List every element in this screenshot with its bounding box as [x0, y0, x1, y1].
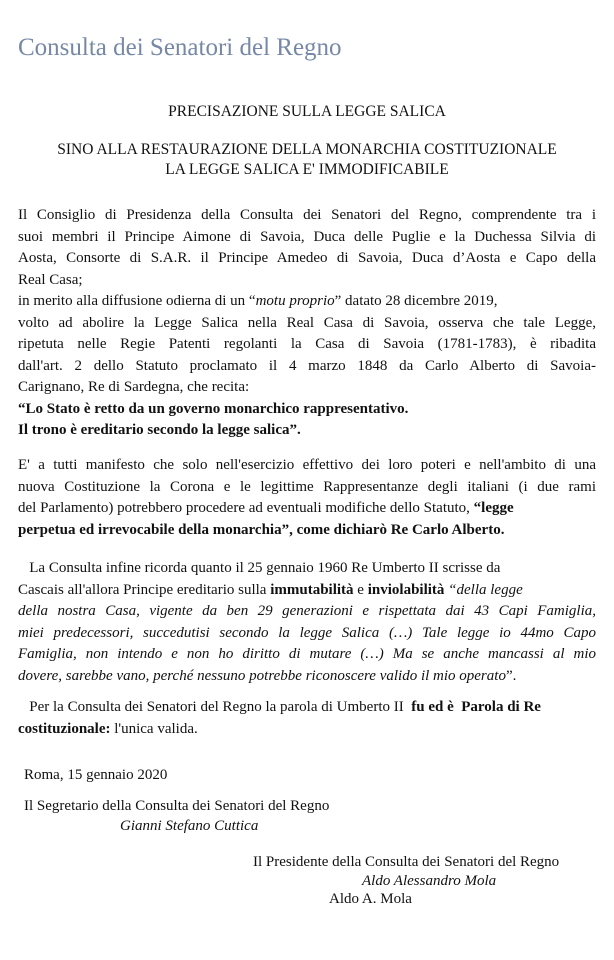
text-line: perpetua ed irrevocabile della monarchia”, come dichiarò Re Carlo Alberto.: [18, 521, 505, 538]
italic-text: “della legge: [444, 581, 523, 598]
text-line: nuova Costituzione la Corona e le legittime Rappresentanze degli italiani (i due rami: [18, 478, 596, 495]
statute-quote-line2: Il trono è ereditario secondo la legge salica”.: [18, 422, 301, 438]
text-line: La Consulta infine ricorda quanto il 25 gennaio 1960 Re Umberto II scrisse da: [18, 560, 501, 576]
text-line: suoi membri il Principe Aimone di Savoia, Duca delle Puglie e la Duchessa Silvia di: [18, 228, 596, 245]
text-line: [18, 580, 596, 602]
motu-proprio-text: motu proprio: [255, 293, 335, 309]
president-signature: Aldo A. Mola: [329, 891, 412, 907]
bold-text: inviolabilità: [367, 581, 445, 598]
document-subheading-line2: LA LEGGE SALICA E' IMMODIFICABILE: [165, 161, 449, 178]
bold-text: fu ed è Parola di Re: [411, 699, 541, 715]
text-line: [18, 666, 596, 688]
paragraph-3: [18, 558, 596, 687]
text-line: E' a tutti manifesto che solo nell'esercizio effettivo dei loro poteri e nell'ambito di una: [18, 457, 596, 473]
text-line: dall'art. 2 dello Statuto proclamato il 4 marzo 1848 da Carlo Alberto di Savoia-: [18, 357, 596, 374]
paragraph-2: [18, 455, 596, 541]
bold-text: “legge: [473, 500, 514, 516]
document-heading: PRECISAZIONE SULLA LEGGE SALICA: [168, 103, 446, 120]
document-subheading-line1: SINO ALLA RESTAURAZIONE DELLA MONARCHIA COSTITUZIONALE: [57, 141, 557, 158]
document-date: Roma, 15 gennaio 2020: [24, 767, 168, 783]
text-line: Carignano, Re di Sardegna, che recita:: [18, 379, 250, 395]
text-line: [18, 291, 596, 313]
text-span: ”.: [505, 667, 517, 684]
text-span: e: [353, 581, 368, 598]
bold-text: immutabilità: [270, 581, 354, 598]
text-span: in merito alla diffusione odierna di un “: [18, 293, 256, 309]
text-line: volto ad abolire la Legge Salica nella Real Casa di Savoia, osserva che tale Legge,: [18, 314, 596, 331]
text-span: ” datato 28 dicembre 2019,: [334, 293, 498, 309]
text-line: miei predecessori, succedutisi secondo la legge Salica (…) Tale legge io 44mo Capo: [18, 624, 596, 641]
secretary-role: Il Segretario della Consulta dei Senatori del Regno: [24, 798, 330, 814]
president-name: Aldo Alessandro Mola: [362, 873, 497, 889]
statute-quote-line1: “Lo Stato è retto da un governo monarchico rappresentativo.: [18, 400, 409, 417]
text-line: Famiglia, non intendo e non ho diritto di mutare (…) Ma se anche mancassi al mio: [18, 646, 596, 662]
text-line: ripetuta nelle Regie Patenti regolanti la Casa di Savoia (1781-1783), è ribadita: [18, 336, 596, 352]
bold-text: costituzionale:: [18, 720, 111, 737]
text-line: Real Casa;: [18, 271, 83, 288]
text-span: Cascais all'allora Principe ereditario sulla: [18, 581, 271, 598]
document-header-title: Consulta dei Senatori del Regno: [18, 34, 342, 61]
paragraph-1: [18, 205, 596, 442]
text-line: [18, 498, 596, 520]
text-line: [18, 719, 596, 741]
secretary-name: Gianni Stefano Cuttica: [120, 818, 259, 834]
paragraph-4: [18, 697, 596, 740]
text-line: della nostra Casa, vigente da ben 29 generazioni e rispettata dai 43 Capi Famiglia,: [18, 603, 596, 619]
text-line: Aosta, Consorte di S.A.R. il Principe Amedeo di Savoia, Duca d’Aosta e Capo della: [18, 250, 596, 266]
text-span: del Parlamento) potrebbero procedere ad eventuali modifiche dello Statuto,: [18, 500, 474, 516]
italic-text: dovere, sarebbe vano, perché nessuno potrebbe riconoscere valido il mio operato: [18, 667, 506, 684]
president-role: Il Presidente della Consulta dei Senatori del Regno: [253, 854, 560, 870]
text-line: [18, 697, 596, 719]
text-line: Il Consiglio di Presidenza della Consulta dei Senatori del Regno, comprendente tra i: [18, 207, 596, 223]
text-span: l'unica valida.: [110, 720, 198, 737]
text-span: Per la Consulta dei Senatori del Regno la parola di Umberto II: [18, 699, 412, 715]
